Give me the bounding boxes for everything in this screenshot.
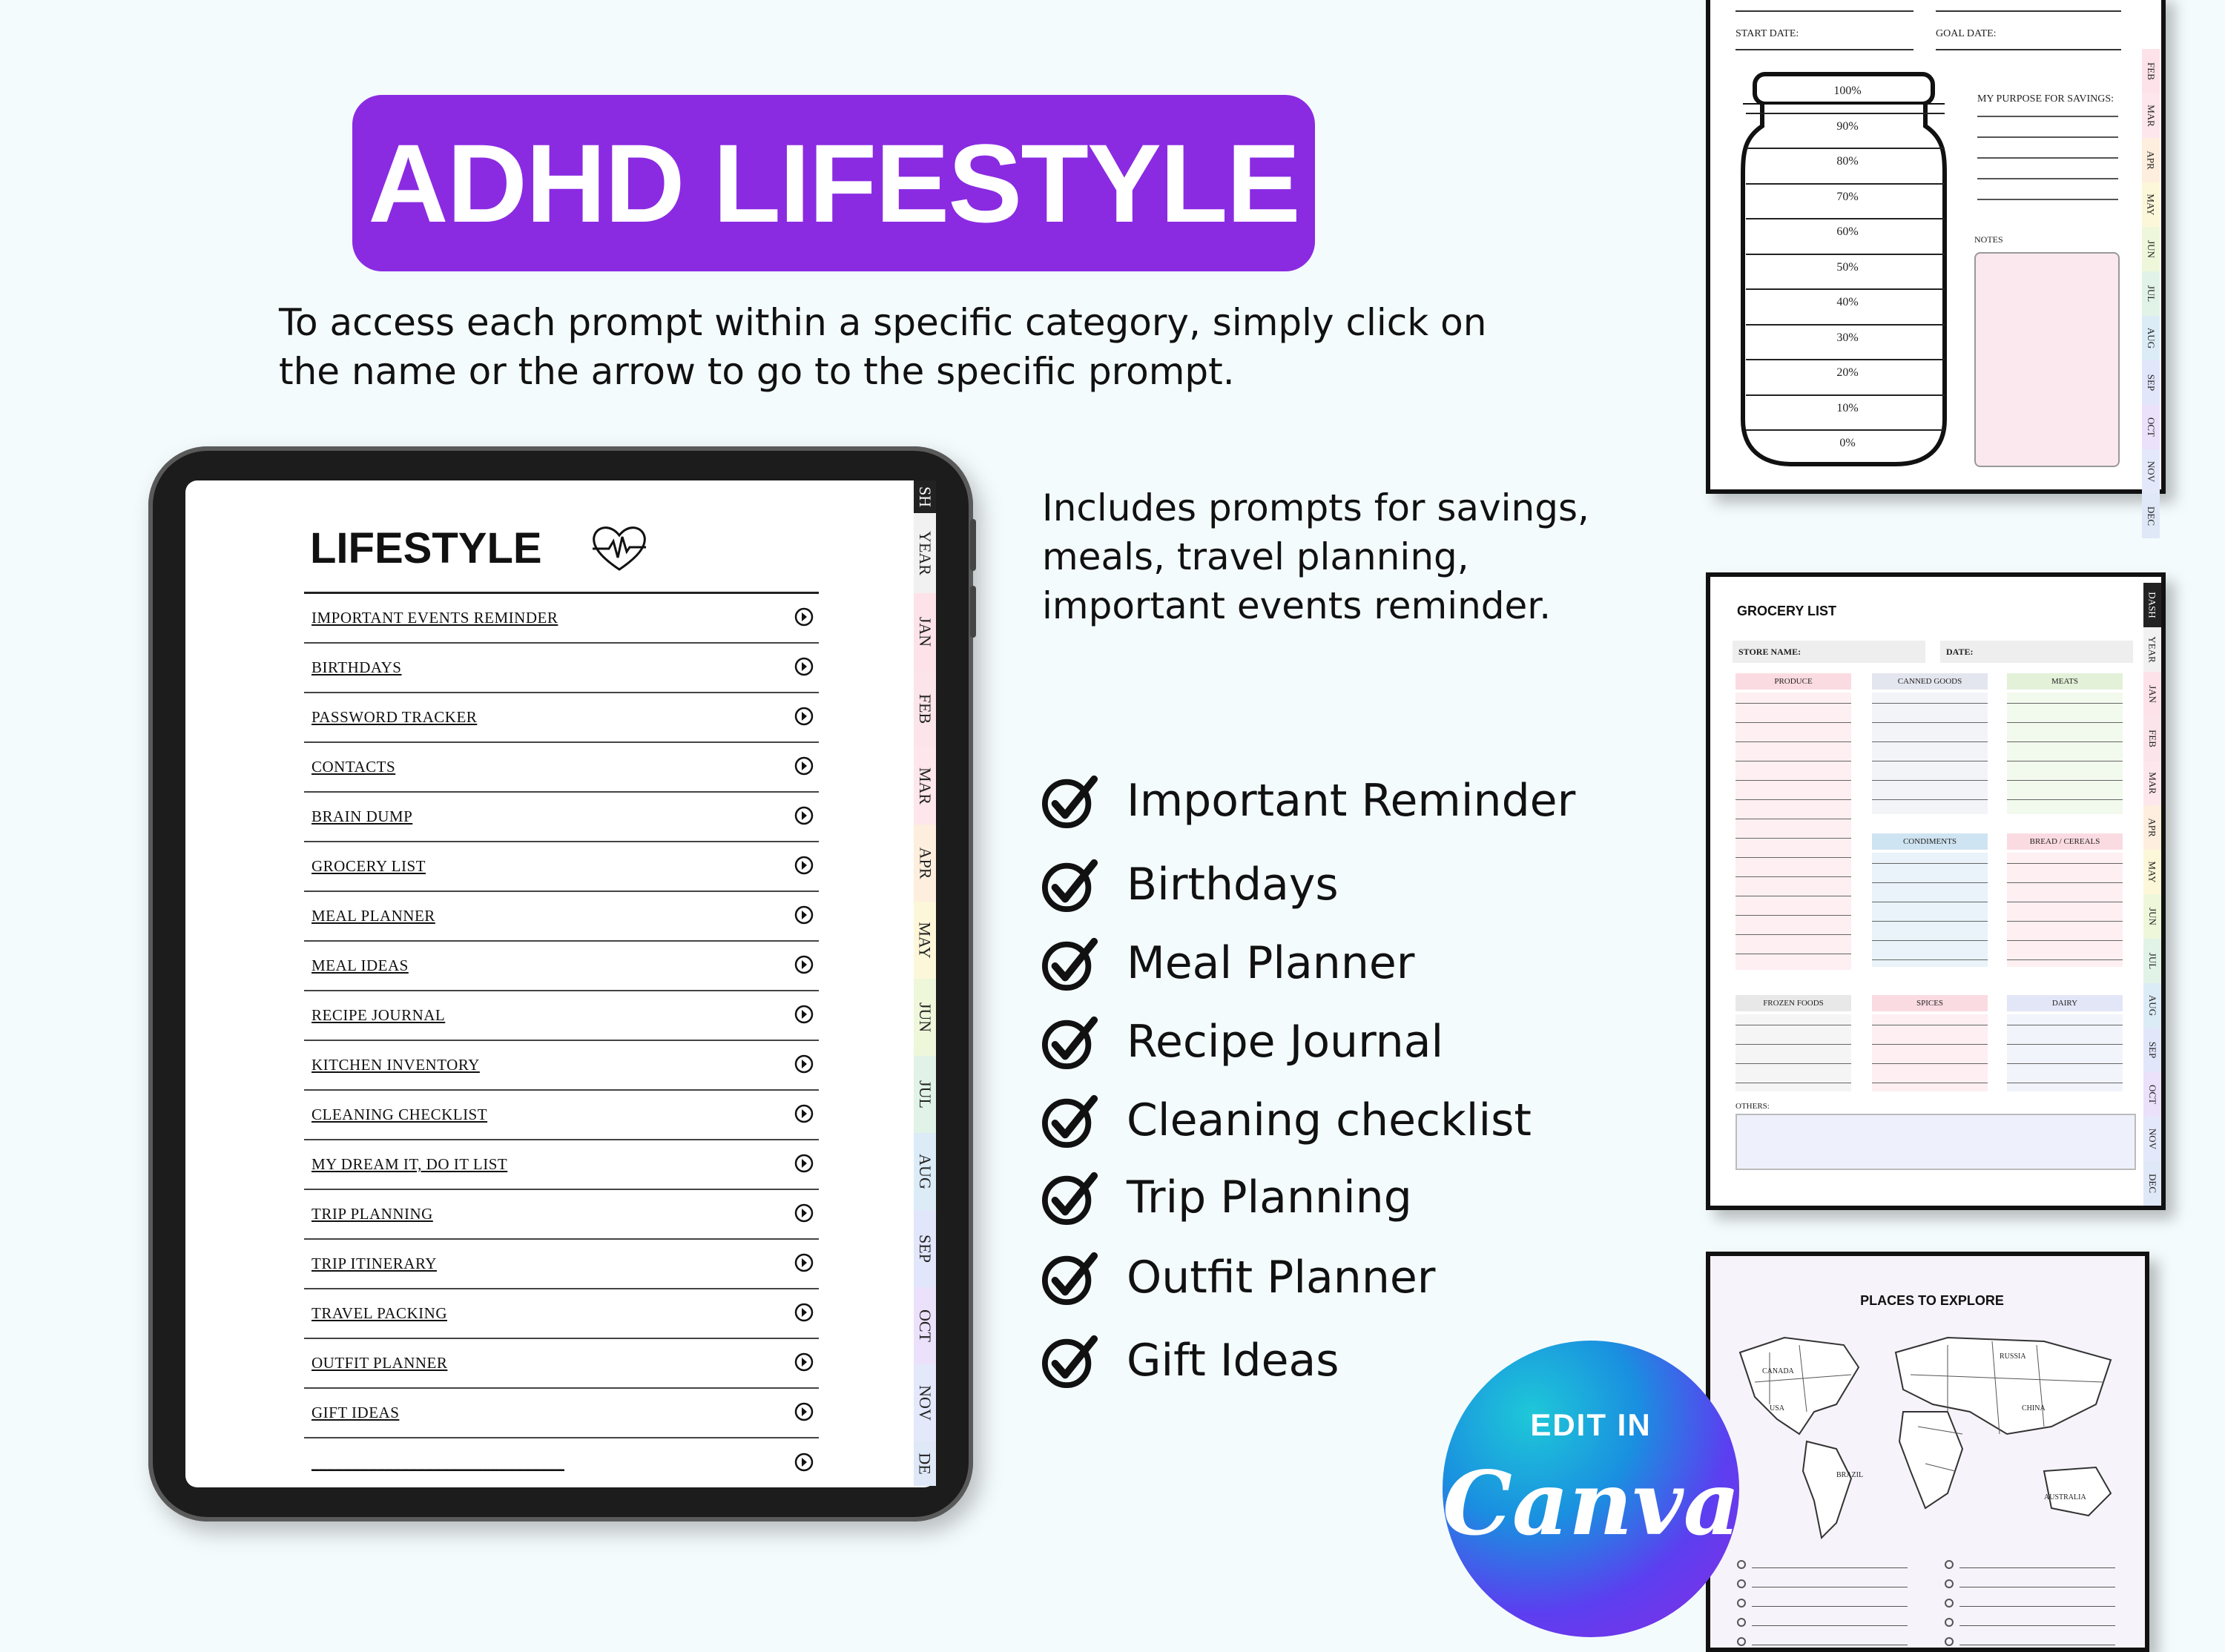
tab-apr[interactable] [2142,138,2160,182]
write-line [1752,1606,1908,1607]
menu-item-label[interactable]: MEAL IDEAS [312,956,409,974]
arrow-circle-icon[interactable] [794,656,819,680]
start-date-label: START DATE: [1736,28,1799,39]
tab-label: JUL [2146,952,2158,970]
tab-nov[interactable] [2143,1117,2161,1161]
section-header: MEATS [2007,673,2123,690]
tab-label: NOV [916,1385,935,1421]
includes-description [1042,483,1710,630]
intro-text-line-2: the name or the arrow to go to the specific prompt. [279,350,1235,393]
section-body [1872,693,1988,814]
page-title: ADHD LIFESTYLE [368,120,1299,245]
tab-jan[interactable] [914,593,936,670]
section-header: BREAD / CEREALS [2007,833,2123,850]
tab-mar[interactable] [2142,93,2160,138]
arrow-circle-icon[interactable] [794,706,819,730]
tab-may[interactable] [2142,182,2160,227]
menu-item[interactable] [304,991,819,1041]
tab-year[interactable] [2143,627,2161,672]
places-to-explore-preview [1706,1252,2149,1652]
arrow-circle-icon[interactable] [794,1004,819,1028]
checkmark-circle-icon [1042,1332,1100,1390]
jar-divider [1746,429,1945,431]
section-line [1736,1044,1851,1045]
tab-dash[interactable] [2143,583,2161,627]
goal-date-label: GOAL DATE: [1936,28,1997,39]
tab-label: SH [916,486,934,508]
tab-label: MAY [2146,194,2157,216]
tablet-side-button [970,586,976,638]
tab-label: SEP [2146,374,2157,391]
jar-divider [1746,148,1945,149]
section-line [2007,722,2123,723]
tab-jun[interactable] [2142,227,2160,271]
grocery-section [2007,673,2123,814]
checkbox-icon[interactable] [1945,1579,1954,1588]
feature-item [1042,1244,1435,1311]
section-body [2007,1014,2123,1091]
jar-divider [1746,288,1945,290]
date-label: DATE: [1946,647,1974,657]
divider [1936,10,2121,12]
menu-item-label[interactable]: GIFT IDEAS [312,1404,400,1421]
section-line [2007,1063,2123,1064]
menu-item[interactable] [304,693,819,743]
tab-sep[interactable] [2143,1028,2161,1072]
menu-item[interactable] [304,1240,819,1289]
section-header: PRODUCE [1736,673,1851,690]
tab-label: AUG [2147,994,2159,1017]
arrow-circle-icon[interactable] [794,1153,819,1177]
menu-item-label[interactable]: TRIP ITINERARY [312,1255,437,1272]
menu-item-label[interactable]: CONTACTS [312,758,396,776]
tab-oct[interactable] [914,1287,936,1364]
jar-level-label: 10% [1836,401,1859,414]
tab-jul[interactable] [914,1056,936,1133]
section-line [1736,703,1851,704]
jar-level-label: 0% [1839,437,1856,449]
divider [1736,10,1914,12]
menu-item[interactable] [304,1190,819,1240]
write-line [1959,1625,2115,1626]
jar-level-label: 100% [1833,85,1862,97]
tab-label: APR [2147,818,2159,837]
section-line [1872,799,1988,800]
map-label-brazil: BRAZIL [1836,1471,1864,1479]
checkbox-icon[interactable] [1737,1637,1746,1646]
section-line [2007,703,2123,704]
tab-label: SEP [2147,1041,2158,1059]
map-label-russia: RUSSIA [2000,1352,2026,1361]
section-line [2007,940,2123,941]
grocery-section [2007,995,2123,1091]
section-line [1736,780,1851,781]
feature-label: Trip Planning [1127,1172,1412,1223]
jar-divider [1746,254,1945,255]
tab-label: DASH [2147,592,2158,618]
tab-label: SEP [916,1235,935,1263]
arrow-circle-icon[interactable] [794,905,819,928]
section-line [1736,799,1851,800]
tab-label: FEB [916,693,935,724]
menu-item[interactable] [304,793,819,842]
tab-label: JUN [2146,240,2157,258]
tab-label: NOV [2147,1128,2159,1150]
tab-mar[interactable] [2143,761,2161,805]
includes-line-1: Includes prompts for savings, [1042,486,1589,529]
section-line [1872,703,1988,704]
section-line [2007,1044,2123,1045]
feature-label: Gift Ideas [1127,1335,1339,1387]
feature-label: Meal Planner [1127,937,1415,989]
tab-label: YEAR [2147,636,2159,663]
section-header: CONDIMENTS [1872,833,1988,850]
menu-item[interactable] [304,1339,819,1389]
section-line [1736,857,1851,858]
tab-jul[interactable] [2142,271,2160,316]
menu-item[interactable] [304,594,819,644]
arrow-circle-icon[interactable] [794,1252,819,1276]
checkbox-icon[interactable] [1737,1579,1746,1588]
tab-may[interactable] [914,902,936,979]
tab-apr[interactable] [2143,805,2161,850]
arrow-circle-icon[interactable] [794,756,819,779]
checkbox-icon[interactable] [1737,1560,1746,1569]
feature-item [1042,767,1575,834]
store-name-label: STORE NAME: [1738,647,1802,657]
arrow-circle-icon[interactable] [794,607,819,630]
checkbox-icon[interactable] [1737,1618,1746,1627]
menu-item-label[interactable]: OUTFIT PLANNER [312,1354,448,1372]
section-line [2007,799,2123,800]
menu-item[interactable] [304,842,819,892]
checkmark-circle-icon [1042,1091,1100,1149]
tab-oct[interactable] [2143,1072,2161,1117]
tab-label: MAR [916,767,934,805]
menu-item[interactable] [304,1041,819,1091]
tab-label: OCT [2146,417,2157,437]
feature-label: Birthdays [1127,859,1339,911]
checkmark-circle-icon [1042,1013,1100,1071]
menu-item-label[interactable]: RECIPE JOURNAL [312,1006,446,1024]
map-label-australia: AUSTRALIA [2044,1493,2086,1501]
notes-label: NOTES [1974,234,2003,245]
tab-jul[interactable] [2143,939,2161,983]
menu-item[interactable] [304,942,819,991]
heartbeat-icon [590,522,649,574]
menu-item-label[interactable]: BIRTHDAYS [312,658,402,676]
section-header: SPICES [1872,995,1988,1011]
checkbox-icon[interactable] [1945,1618,1954,1627]
section-line [2007,741,2123,742]
checkmark-circle-icon [1042,1169,1100,1226]
tab-label: JUL [2145,285,2157,303]
section-line [1872,959,1988,960]
tab-label: JUL [916,1080,935,1109]
section-line [1736,741,1851,742]
feature-label: Cleaning checklist [1127,1094,1532,1146]
checkbox-icon[interactable] [1945,1599,1954,1608]
tab-aug[interactable] [2143,983,2161,1028]
others-label: OTHERS: [1736,1102,1770,1111]
grocery-section [1736,995,1851,1091]
purpose-line [1977,178,2118,179]
tab-label: OCT [2147,1085,2158,1104]
tab-label: MAY [2147,861,2158,883]
purpose-label: MY PURPOSE FOR SAVINGS: [1977,93,2114,105]
menu-item[interactable] [304,1389,819,1438]
tab-label: AUG [916,1154,935,1189]
section-line [1736,838,1851,839]
checkbox-icon[interactable] [1945,1637,1954,1646]
savings-tracker-preview [1706,0,2166,526]
tab-label: OCT [916,1309,934,1342]
feature-item [1042,1164,1412,1231]
arrow-circle-icon[interactable] [794,1352,819,1375]
section-line [1872,863,1988,864]
menu-item-label[interactable]: TRIP PLANNING [312,1205,433,1223]
arrow-circle-icon[interactable] [794,1203,819,1226]
map-label-china: CHINA [2022,1404,2046,1413]
includes-line-2: meals, travel planning, [1042,535,1469,578]
arrow-circle-icon[interactable] [794,1302,819,1326]
tab-label: JAN [916,616,934,647]
section-line [1872,741,1988,742]
checkmark-circle-icon [1042,856,1100,913]
arrow-circle-icon[interactable] [794,1103,819,1127]
start-date-line [1736,49,1914,50]
section-body [1736,693,1851,970]
arrow-circle-icon[interactable] [794,855,819,879]
tab-aug[interactable] [914,1133,936,1210]
section-header: DAIRY [2007,995,2123,1011]
jar-divider [1746,218,1945,219]
canva-logo-text: Canva [1443,1452,1741,1555]
arrow-circle-icon[interactable] [794,1401,819,1425]
tab-dec[interactable] [2143,1161,2161,1206]
grocery-section [2007,833,2123,967]
tab-mar[interactable] [914,747,936,825]
tab-label: YEAR [916,531,935,575]
feature-label: Important Reminder [1127,775,1576,827]
feature-item [1042,930,1414,997]
tablet-screen [185,480,936,1487]
grocery-section [1872,995,1988,1091]
jar-divider [1746,324,1945,326]
tab-nov[interactable] [2142,449,2160,494]
jar-level-label: 40% [1836,296,1859,308]
tab-sh[interactable] [914,480,936,513]
feature-item [1042,1008,1443,1075]
menu-item-label[interactable]: PASSWORD TRACKER [312,708,478,726]
jar-level-label: 70% [1836,190,1859,203]
feature-item [1042,851,1339,918]
tab-sep[interactable] [2142,360,2160,405]
world-map-icon [1725,1323,2140,1545]
tab-oct[interactable] [2142,405,2160,449]
checkmark-circle-icon [1042,934,1100,992]
jar-level-label: 60% [1836,225,1859,238]
menu-item[interactable] [304,1091,819,1140]
write-line [1959,1606,2115,1607]
title-banner [352,95,1315,271]
write-line [1752,1567,1908,1568]
tab-feb[interactable] [2142,49,2160,93]
tab-may[interactable] [2143,850,2161,894]
tab-feb[interactable] [914,670,936,747]
menu-item[interactable] [304,892,819,942]
purpose-line [1977,199,2118,200]
goal-date-line [1936,49,2121,50]
section-line [1736,876,1851,877]
section-line [2007,921,2123,922]
edit-in-canva-badge[interactable] [1443,1341,1739,1637]
section-body [1872,1014,1988,1091]
jar-level-label: 50% [1836,260,1859,274]
includes-line-3: important events reminder. [1042,584,1552,627]
tab-feb[interactable] [2143,716,2161,761]
jar-divider [1746,359,1945,360]
jar-divider [1746,113,1945,114]
section-body [1872,853,1988,967]
feature-label: Recipe Journal [1127,1016,1444,1068]
tab-aug[interactable] [2142,316,2160,360]
menu-item[interactable] [304,1140,819,1190]
tab-label: MAY [916,922,935,959]
tab-label: APR [916,847,935,879]
intro-text-line-1: To access each prompt within a specific category, simply click on [279,301,1487,344]
map-label-usa: USA [1770,1404,1785,1413]
section-line [1872,882,1988,883]
tab-label: AUG [2146,327,2158,349]
section-header: FROZEN FOODS [1736,995,1851,1011]
menu-item-label[interactable]: KITCHEN INVENTORY [312,1056,480,1074]
section-line [1736,915,1851,916]
arrow-circle-icon[interactable] [794,1054,819,1077]
tab-apr[interactable] [914,825,936,902]
section-line [1872,921,1988,922]
tab-label: DEC [2146,506,2157,526]
checkbox-icon[interactable] [1737,1599,1746,1608]
map-label-canada: CANADA [1762,1367,1794,1375]
menu-item[interactable] [304,1438,819,1488]
purpose-line [1977,157,2118,159]
tab-jan[interactable] [2143,672,2161,716]
tablet-side-button [970,519,976,571]
tab-label: FEB [2147,730,2158,747]
others-box [1736,1114,2136,1170]
menu-item-label[interactable]: CLEANING CHECKLIST [312,1106,488,1123]
section-line [1736,934,1851,935]
grocery-list-preview [1706,572,2166,1210]
section-body [1736,1014,1851,1091]
menu-item-label[interactable]: IMPORTANT EVENTS REMINDER [312,609,558,627]
section-line [2007,863,2123,864]
tab-label: NOV [2146,460,2158,483]
menu-item-label[interactable]: _______________________________ [312,1454,564,1472]
tab-de[interactable] [914,1441,936,1486]
section-header: CANNED GOODS [1872,673,1988,690]
section-line [1872,722,1988,723]
section-line [1872,1063,1988,1064]
jar-level-label: 30% [1836,331,1859,344]
write-line [1959,1567,2115,1568]
feature-item [1042,1327,1339,1394]
grocery-section [1872,833,1988,967]
feature-item [1042,1087,1532,1154]
checkbox-icon[interactable] [1945,1560,1954,1569]
tab-label: JUN [2147,908,2158,925]
tab-label: FEB [2146,62,2157,80]
tab-label: JAN [2147,685,2158,703]
tab-label: DE [915,1453,934,1475]
section-line [1872,1044,1988,1045]
menu-item[interactable] [304,644,819,693]
checkmark-circle-icon [1042,1249,1100,1306]
purpose-line [1977,136,2118,138]
grocery-section [1872,673,1988,814]
tab-dec[interactable] [2142,494,2160,538]
grocery-section [1736,673,1851,970]
menu-item-label[interactable]: GROCERY LIST [312,857,426,875]
map-title: PLACES TO EXPLORE [1860,1293,2004,1308]
section-body [2007,853,2123,967]
jar-divider [1746,394,1945,396]
menu-item-label[interactable]: BRAIN DUMP [312,807,413,825]
section-line [2007,780,2123,781]
section-line [1736,722,1851,723]
tab-year[interactable] [914,513,936,593]
jar-level-label: 80% [1836,155,1859,168]
jar-level-label: 90% [1836,119,1859,133]
edit-in-label: EDIT IN [1530,1407,1652,1442]
lifestyle-title: LIFESTYLE [310,524,542,572]
tab-label: JUN [916,1002,934,1033]
write-line [1752,1625,1908,1626]
menu-item-label[interactable]: MEAL PLANNER [312,907,435,925]
tab-sep[interactable] [914,1210,936,1287]
section-line [1736,1063,1851,1064]
jar-divider [1746,183,1945,185]
section-line [2007,882,2123,883]
grocery-title: GROCERY LIST [1737,604,1837,618]
tab-label: APR [2146,151,2158,170]
menu-item-label[interactable]: TRAVEL PACKING [312,1304,447,1322]
arrow-circle-icon[interactable] [794,805,819,829]
arrow-circle-icon[interactable] [794,954,819,978]
menu-item[interactable] [304,1289,819,1339]
tab-jun[interactable] [914,979,936,1056]
jar-level-label: 20% [1836,366,1859,379]
menu-item[interactable] [304,743,819,793]
checkmark-circle-icon [1042,772,1100,830]
tab-label: MAR [2147,772,2158,794]
feature-label: Outfit Planner [1127,1252,1436,1304]
section-line [2007,959,2123,960]
tab-label: MAR [2146,105,2157,127]
menu-item-label[interactable]: MY DREAM IT, DO IT LIST [312,1155,508,1173]
tab-label: DEC [2147,1174,2158,1193]
section-line [1872,940,1988,941]
tab-jun[interactable] [2143,894,2161,939]
notes-box [1974,252,2120,467]
arrow-circle-icon[interactable] [794,1452,819,1476]
tab-nov[interactable] [914,1364,936,1441]
purpose-line [1977,116,2118,117]
section-line [1872,780,1988,781]
section-body [2007,693,2123,814]
